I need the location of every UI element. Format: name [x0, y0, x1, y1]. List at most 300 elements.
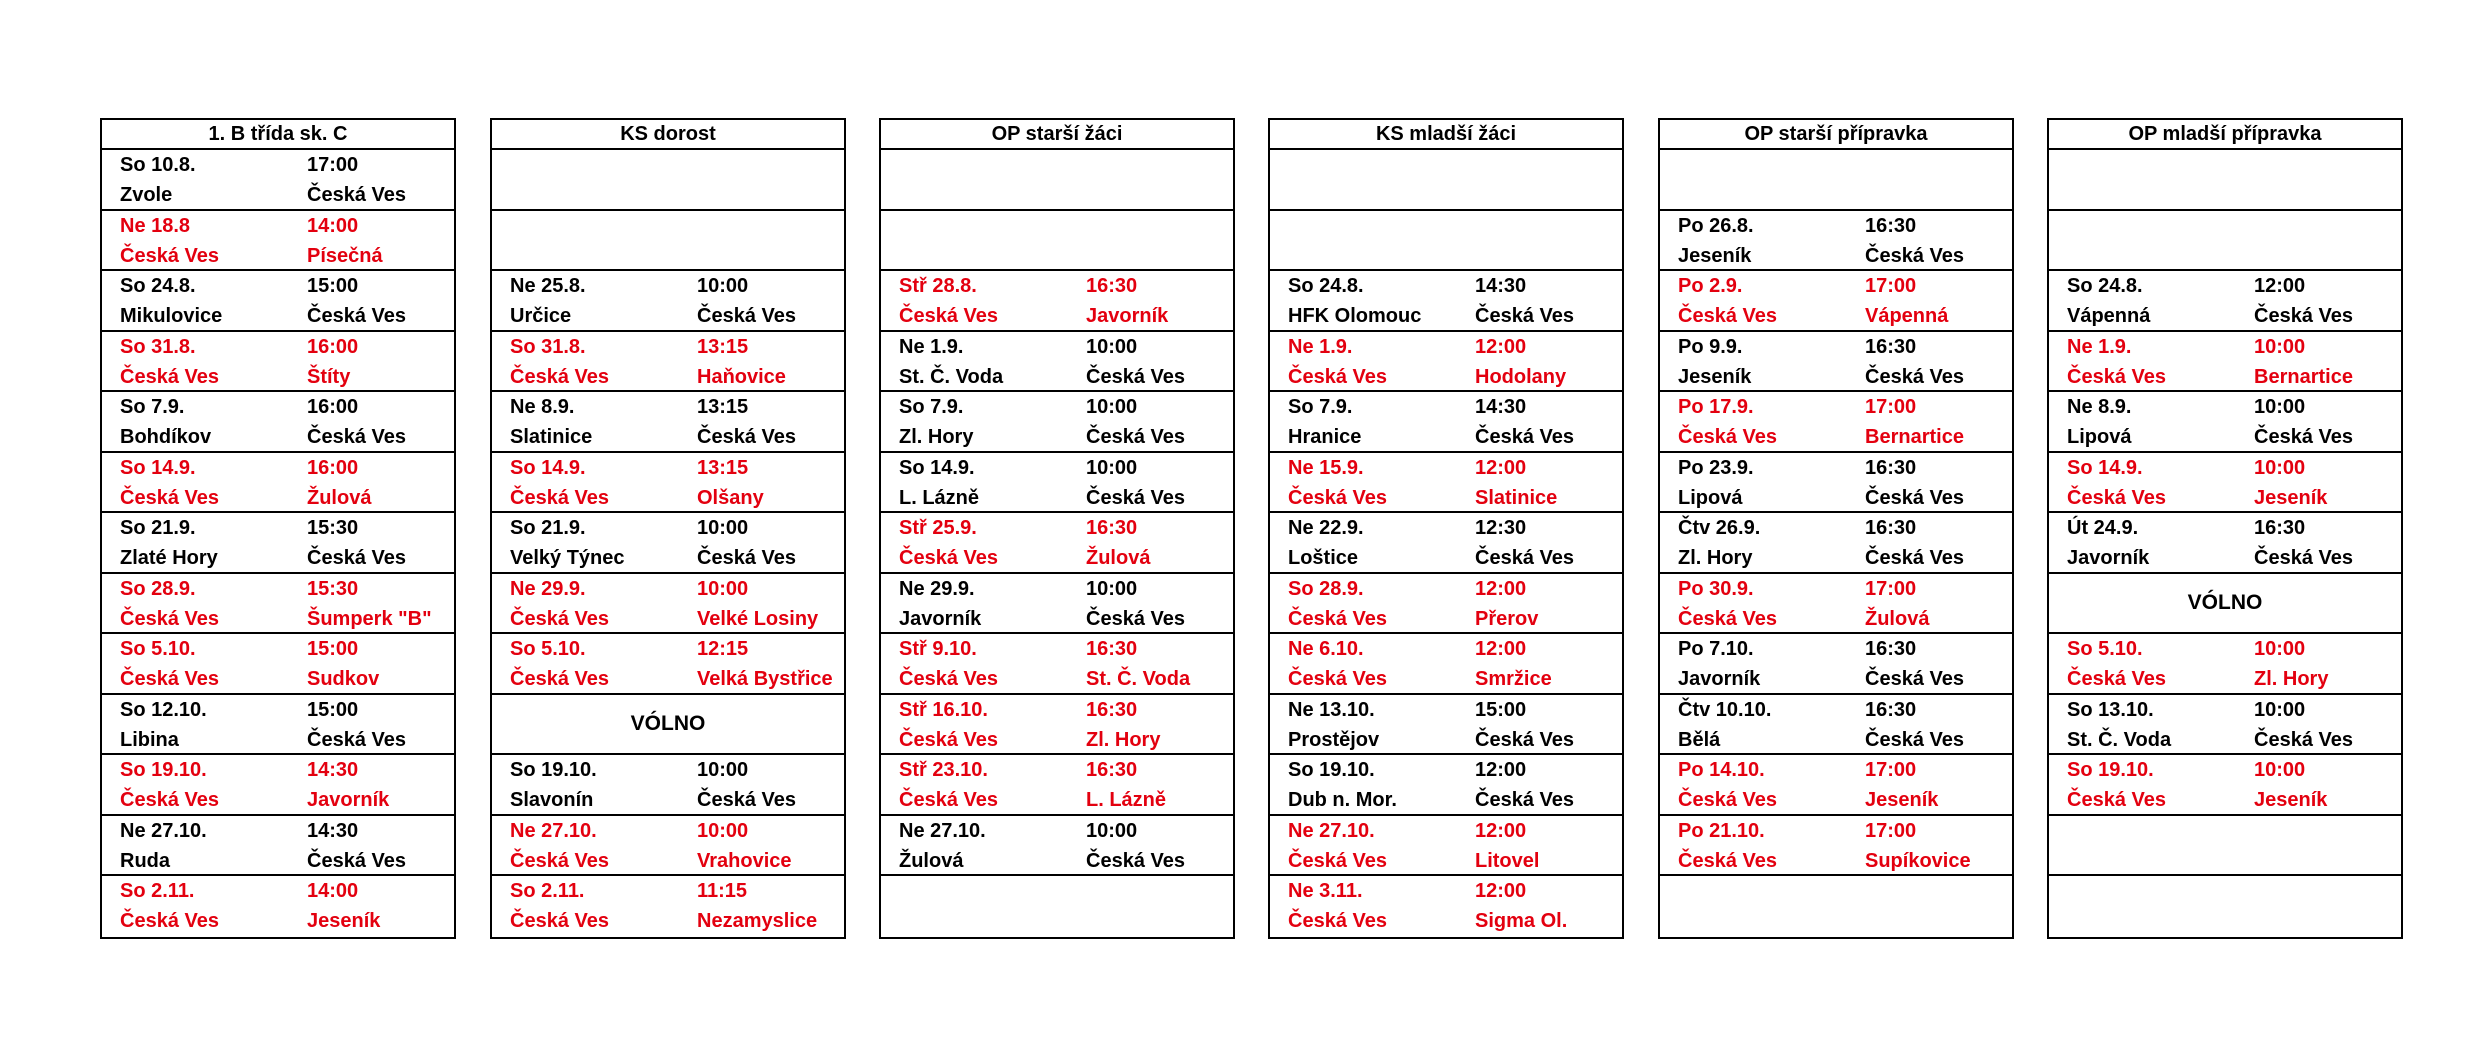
away-team: Velká Bystřice	[697, 668, 833, 690]
home-team: Česká Ves	[2067, 365, 2166, 388]
match-row	[881, 755, 1233, 816]
match-time: 16:00	[307, 396, 359, 418]
match-date: So 5.10.	[120, 638, 196, 660]
away-team: Žulová	[1865, 607, 1930, 630]
match-date: Po 14.10.	[1678, 759, 1765, 781]
empty-row	[2049, 816, 2401, 877]
match-date: Po 30.9.	[1678, 577, 1754, 600]
match-row	[1660, 634, 2012, 695]
home-team: Zl. Hory	[1678, 547, 1753, 569]
home-team: Česká Ves	[1678, 607, 1777, 630]
away-team: Česká Ves	[1865, 547, 1964, 569]
match-time: 13:15	[697, 335, 749, 358]
match-time: 14:30	[1475, 396, 1527, 418]
match-row	[102, 634, 454, 695]
match-time: 14:00	[307, 214, 359, 237]
away-team: Česká Ves	[2254, 305, 2353, 327]
match-row	[102, 271, 454, 332]
home-team: Česká Ves	[2067, 668, 2166, 690]
match-date: So 24.8.	[1288, 275, 1364, 297]
home-team: Bohdíkov	[120, 426, 212, 448]
match-time: 16:30	[1086, 517, 1138, 539]
home-team: Žulová	[899, 849, 964, 872]
match-time: 10:00	[2254, 759, 2306, 781]
schedule-column	[100, 118, 456, 939]
match-row	[2049, 453, 2401, 514]
away-team: Jeseník	[1865, 789, 1939, 811]
empty-row	[2049, 150, 2401, 211]
away-team: Nezamyslice	[697, 910, 818, 932]
away-team: Vápenná	[1865, 305, 1949, 327]
away-team: Česká Ves	[307, 547, 406, 569]
home-team: Česká Ves	[510, 910, 609, 932]
home-team: L. Lázně	[899, 486, 980, 509]
home-team: HFK Olomouc	[1288, 305, 1422, 327]
match-date: Ne 22.9.	[1288, 517, 1364, 539]
match-date: Ne 8.9.	[2067, 396, 2132, 418]
home-team: Česká Ves	[899, 728, 998, 751]
match-date: Ne 8.9.	[510, 396, 575, 418]
home-team: Zlaté Hory	[120, 547, 218, 569]
match-row	[102, 816, 454, 877]
away-team: Písečná	[307, 244, 383, 267]
away-team: Česká Ves	[1086, 607, 1185, 630]
match-time: 15:30	[307, 577, 359, 600]
away-team: Velké Losiny	[697, 607, 819, 630]
away-team: St. Č. Voda	[1086, 668, 1191, 690]
match-time: 12:00	[1475, 577, 1527, 600]
match-time: 12:00	[1475, 880, 1527, 902]
away-team: Smržice	[1475, 668, 1552, 690]
match-row	[881, 332, 1233, 393]
match-date: Po 26.8.	[1678, 214, 1754, 237]
empty-row	[1270, 150, 1622, 211]
match-time: 10:00	[1086, 335, 1138, 358]
match-row	[881, 574, 1233, 635]
match-date: So 19.10.	[2067, 759, 2154, 781]
away-team: Jeseník	[307, 910, 381, 932]
home-team: Dub n. Mor.	[1288, 789, 1397, 811]
match-row	[881, 453, 1233, 514]
match-time: 16:30	[1865, 214, 1917, 237]
match-time: 17:00	[1865, 577, 1917, 600]
home-team: Ruda	[120, 849, 170, 872]
free-day-label: VÓLNO	[630, 711, 706, 735]
home-team: Slatinice	[510, 426, 593, 448]
home-team: Jeseník	[1678, 365, 1752, 388]
match-row	[102, 211, 454, 272]
match-time: 16:30	[1086, 759, 1138, 781]
away-team: Javorník	[1086, 305, 1169, 327]
home-team: Česká Ves	[510, 849, 609, 872]
match-row	[102, 332, 454, 393]
match-row	[1660, 332, 2012, 393]
match-row	[102, 574, 454, 635]
match-date: Ne 3.11.	[1288, 880, 1363, 902]
match-date: Po 7.10.	[1678, 638, 1754, 660]
home-team: Javorník	[899, 607, 982, 630]
away-team: Česká Ves	[307, 184, 406, 206]
away-team: Česká Ves	[1086, 849, 1185, 872]
home-team: Lipová	[1678, 486, 1743, 509]
match-row	[492, 876, 844, 937]
match-time: 10:00	[697, 577, 749, 600]
home-team: Česká Ves	[120, 486, 219, 509]
home-team: St. Č. Voda	[899, 365, 1004, 388]
home-team: Česká Ves	[1678, 426, 1777, 448]
match-row	[1270, 695, 1622, 756]
match-date: So 28.9.	[1288, 577, 1364, 600]
home-team: Česká Ves	[120, 668, 219, 690]
away-team: Šumperk "B"	[307, 607, 432, 630]
home-team: Česká Ves	[120, 910, 219, 932]
match-time: 15:00	[1475, 698, 1527, 721]
match-date: So 24.8.	[2067, 275, 2143, 297]
home-team: Česká Ves	[120, 244, 219, 267]
home-team: Česká Ves	[1288, 849, 1387, 872]
match-row	[1270, 392, 1622, 453]
away-team: Česká Ves	[1475, 789, 1574, 811]
match-time: 16:30	[1865, 638, 1917, 660]
away-team: Žulová	[307, 486, 372, 509]
match-time: 14:30	[307, 819, 359, 842]
match-time: 12:00	[1475, 335, 1527, 358]
match-time: 16:30	[1865, 335, 1917, 358]
match-time: 13:15	[697, 396, 749, 418]
match-time: 10:00	[2254, 456, 2306, 479]
away-team: Vrahovice	[697, 849, 792, 872]
away-team: Žulová	[1086, 547, 1151, 569]
match-date: Ne 15.9.	[1288, 456, 1364, 479]
match-time: 10:00	[697, 819, 749, 842]
match-date: So 19.10.	[120, 759, 207, 781]
match-time: 16:30	[2254, 517, 2306, 539]
home-team: Určice	[510, 305, 572, 327]
match-row	[1270, 453, 1622, 514]
away-team: Zl. Hory	[1086, 728, 1161, 751]
match-time: 11:15	[697, 880, 748, 902]
match-date: So 24.8.	[120, 275, 196, 297]
match-time: 17:00	[1865, 759, 1917, 781]
empty-row	[881, 876, 1233, 937]
home-team: Česká Ves	[1288, 486, 1387, 509]
match-row	[492, 755, 844, 816]
empty-row	[492, 211, 844, 272]
away-team: Česká Ves	[697, 305, 796, 327]
match-time: 10:00	[2254, 698, 2306, 721]
match-time: 10:00	[1086, 819, 1138, 842]
away-team: Zl. Hory	[2254, 668, 2329, 690]
match-time: 16:00	[307, 335, 359, 358]
match-row	[492, 271, 844, 332]
match-row	[492, 332, 844, 393]
match-row	[1270, 574, 1622, 635]
match-row	[492, 513, 844, 574]
match-row	[881, 513, 1233, 574]
empty-row	[881, 150, 1233, 211]
away-team: Bernartice	[1865, 426, 1964, 448]
match-row	[1660, 816, 2012, 877]
match-date: So 19.10.	[510, 759, 597, 781]
schedule-column	[2047, 118, 2403, 939]
match-date: Ne 29.9.	[510, 577, 586, 600]
match-time: 12:00	[2254, 275, 2306, 297]
match-time: 10:00	[697, 759, 749, 781]
match-row	[2049, 755, 2401, 816]
away-team: Česká Ves	[307, 728, 406, 751]
match-row	[102, 876, 454, 937]
match-date: So 2.11.	[510, 880, 585, 902]
home-team: Česká Ves	[120, 607, 219, 630]
match-date: So 31.8.	[510, 335, 586, 358]
match-date: So 10.8.	[120, 154, 196, 176]
match-time: 10:00	[1086, 396, 1138, 418]
column-title: OP starší přípravka	[1660, 120, 2012, 150]
match-time: 14:30	[1475, 275, 1527, 297]
away-team: Česká Ves	[1086, 486, 1185, 509]
match-date: Ne 1.9.	[2067, 335, 2132, 358]
match-time: 10:00	[2254, 335, 2306, 358]
match-row	[1660, 271, 2012, 332]
match-date: Ne 1.9.	[899, 335, 964, 358]
home-team: Slavonín	[510, 789, 594, 811]
away-team: Hodolany	[1475, 365, 1567, 388]
match-row	[1270, 816, 1622, 877]
match-row	[1660, 211, 2012, 272]
match-date: Čtv 10.10.	[1678, 698, 1772, 721]
match-date: So 21.9.	[510, 517, 586, 539]
away-team: Olšany	[697, 486, 764, 509]
home-team: Javorník	[1678, 668, 1761, 690]
match-row	[881, 271, 1233, 332]
home-team: Česká Ves	[1678, 849, 1777, 872]
match-row	[492, 634, 844, 695]
away-team: Česká Ves	[307, 426, 406, 448]
away-team: Česká Ves	[1865, 728, 1964, 751]
away-team: Přerov	[1475, 607, 1539, 630]
match-time: 16:30	[1865, 698, 1917, 721]
free-day-row	[2049, 574, 2401, 635]
home-team: Javorník	[2067, 547, 2150, 569]
home-team: Česká Ves	[2067, 486, 2166, 509]
home-team: Česká Ves	[899, 305, 998, 327]
home-team: Česká Ves	[899, 547, 998, 569]
match-time: 10:00	[697, 275, 749, 297]
match-row	[1270, 634, 1622, 695]
match-date: So 7.9.	[899, 396, 964, 418]
match-date: So 2.11.	[120, 880, 195, 902]
match-date: So 28.9.	[120, 577, 196, 600]
match-row	[1270, 755, 1622, 816]
away-team: Javorník	[307, 789, 390, 811]
away-team: Česká Ves	[2254, 728, 2353, 751]
match-date: So 12.10.	[120, 698, 207, 721]
empty-row	[1270, 211, 1622, 272]
match-time: 16:00	[307, 456, 359, 479]
schedule-column	[490, 118, 846, 939]
home-team: Česká Ves	[899, 789, 998, 811]
away-team: Česká Ves	[1086, 426, 1185, 448]
match-time: 13:15	[697, 456, 749, 479]
match-row	[102, 392, 454, 453]
away-team: Česká Ves	[307, 305, 406, 327]
match-row	[1270, 876, 1622, 937]
home-team: Česká Ves	[1288, 910, 1387, 932]
match-date: Po 2.9.	[1678, 275, 1743, 297]
away-team: Sudkov	[307, 668, 380, 690]
match-date: Po 9.9.	[1678, 335, 1743, 358]
match-time: 17:00	[1865, 275, 1917, 297]
match-time: 16:30	[1086, 638, 1138, 660]
empty-row	[492, 150, 844, 211]
match-time: 10:00	[1086, 577, 1138, 600]
match-row	[2049, 332, 2401, 393]
match-row	[2049, 695, 2401, 756]
match-date: So 14.9.	[2067, 456, 2143, 479]
free-day-row	[492, 695, 844, 756]
home-team: Česká Ves	[120, 365, 219, 388]
match-time: 15:00	[307, 698, 359, 721]
away-team: Česká Ves	[697, 547, 796, 569]
free-day-label: VÓLNO	[2187, 590, 2263, 614]
away-team: Česká Ves	[1865, 668, 1964, 690]
match-date: Stř 9.10.	[899, 638, 977, 660]
schedule-column	[879, 118, 1235, 939]
match-time: 10:00	[2254, 638, 2306, 660]
home-team: Hranice	[1288, 426, 1362, 448]
column-title: KS dorost	[492, 120, 844, 150]
match-date: Po 21.10.	[1678, 819, 1765, 842]
match-date: So 14.9.	[120, 456, 196, 479]
match-row	[2049, 513, 2401, 574]
match-date: Ne 6.10.	[1288, 638, 1364, 660]
away-team: L. Lázně	[1086, 789, 1167, 811]
away-team: Štíty	[307, 365, 351, 388]
home-team: Loštice	[1288, 547, 1359, 569]
empty-row	[2049, 211, 2401, 272]
match-date: So 5.10.	[510, 638, 586, 660]
home-team: Česká Ves	[899, 668, 998, 690]
match-row	[1270, 332, 1622, 393]
away-team: Litovel	[1475, 849, 1540, 872]
away-team: Česká Ves	[1475, 728, 1574, 751]
column-title: KS mladší žáci	[1270, 120, 1622, 150]
match-row	[102, 695, 454, 756]
match-time: 16:30	[1865, 517, 1917, 539]
home-team: Libina	[120, 728, 179, 751]
match-date: Stř 25.9.	[899, 517, 977, 539]
match-date: So 14.9.	[899, 456, 975, 479]
match-time: 14:30	[307, 759, 359, 781]
schedule-column	[1658, 118, 2014, 939]
match-date: So 5.10.	[2067, 638, 2143, 660]
match-row	[2049, 271, 2401, 332]
match-date: So 14.9.	[510, 456, 586, 479]
empty-row	[881, 211, 1233, 272]
match-time: 17:00	[1865, 819, 1917, 842]
match-time: 12:15	[697, 638, 749, 660]
match-time: 15:00	[307, 638, 359, 660]
match-time: 10:00	[2254, 396, 2306, 418]
match-row	[1660, 755, 2012, 816]
home-team: Česká Ves	[510, 668, 609, 690]
match-date: So 7.9.	[120, 396, 185, 418]
match-time: 12:00	[1475, 456, 1527, 479]
match-row	[2049, 634, 2401, 695]
away-team: Česká Ves	[697, 789, 796, 811]
match-time: 12:30	[1475, 517, 1527, 539]
match-row	[1660, 695, 2012, 756]
home-team: Česká Ves	[2067, 789, 2166, 811]
match-time: 16:30	[1086, 698, 1138, 721]
column-title: OP starší žáci	[881, 120, 1233, 150]
home-team: Česká Ves	[1678, 789, 1777, 811]
match-time: 12:00	[1475, 819, 1527, 842]
home-team: Česká Ves	[1288, 607, 1387, 630]
home-team: Česká Ves	[1678, 305, 1777, 327]
home-team: Bělá	[1678, 728, 1721, 751]
match-time: 10:00	[1086, 456, 1138, 479]
match-row	[881, 816, 1233, 877]
match-row	[1660, 513, 2012, 574]
match-date: Ne 27.10.	[1288, 819, 1375, 842]
match-row	[102, 150, 454, 211]
match-date: Ne 18.8	[120, 214, 191, 237]
match-date: Ne 25.8.	[510, 275, 586, 297]
match-date: Ne 29.9.	[899, 577, 975, 600]
match-row	[881, 634, 1233, 695]
match-date: Ne 27.10.	[120, 819, 207, 842]
match-row	[1660, 453, 2012, 514]
away-team: Česká Ves	[1475, 547, 1574, 569]
away-team: Česká Ves	[1475, 426, 1574, 448]
match-date: Stř 16.10.	[899, 698, 988, 721]
home-team: Lipová	[2067, 426, 2132, 448]
match-date: Ne 1.9.	[1288, 335, 1353, 358]
away-team: Česká Ves	[1865, 244, 1964, 267]
home-team: Zvole	[120, 184, 173, 206]
away-team: Jeseník	[2254, 789, 2328, 811]
match-time: 12:00	[1475, 759, 1527, 781]
away-team: Supíkovice	[1865, 849, 1971, 872]
match-date: Stř 28.8.	[899, 275, 977, 297]
away-team: Sigma Ol.	[1475, 910, 1568, 932]
match-date: So 7.9.	[1288, 396, 1353, 418]
match-row	[102, 513, 454, 574]
match-row	[881, 695, 1233, 756]
home-team: St. Č. Voda	[2067, 728, 2172, 751]
match-date: So 31.8.	[120, 335, 196, 358]
away-team: Česká Ves	[1865, 486, 1964, 509]
match-date: Ne 27.10.	[899, 819, 986, 842]
match-date: Ne 13.10.	[1288, 698, 1375, 721]
match-time: 17:00	[307, 154, 359, 176]
match-date: Út 24.9.	[2067, 517, 2139, 539]
away-team: Česká Ves	[307, 849, 406, 872]
home-team: Jeseník	[1678, 244, 1752, 267]
column-title: 1. B třída sk. C	[102, 120, 454, 150]
home-team: Zl. Hory	[899, 426, 974, 448]
match-row	[492, 816, 844, 877]
away-team: Česká Ves	[2254, 547, 2353, 569]
away-team: Česká Ves	[697, 426, 796, 448]
match-row	[102, 453, 454, 514]
match-row	[881, 392, 1233, 453]
home-team: Mikulovice	[120, 305, 223, 327]
match-row	[492, 453, 844, 514]
match-row	[492, 392, 844, 453]
match-time: 15:30	[307, 517, 359, 539]
